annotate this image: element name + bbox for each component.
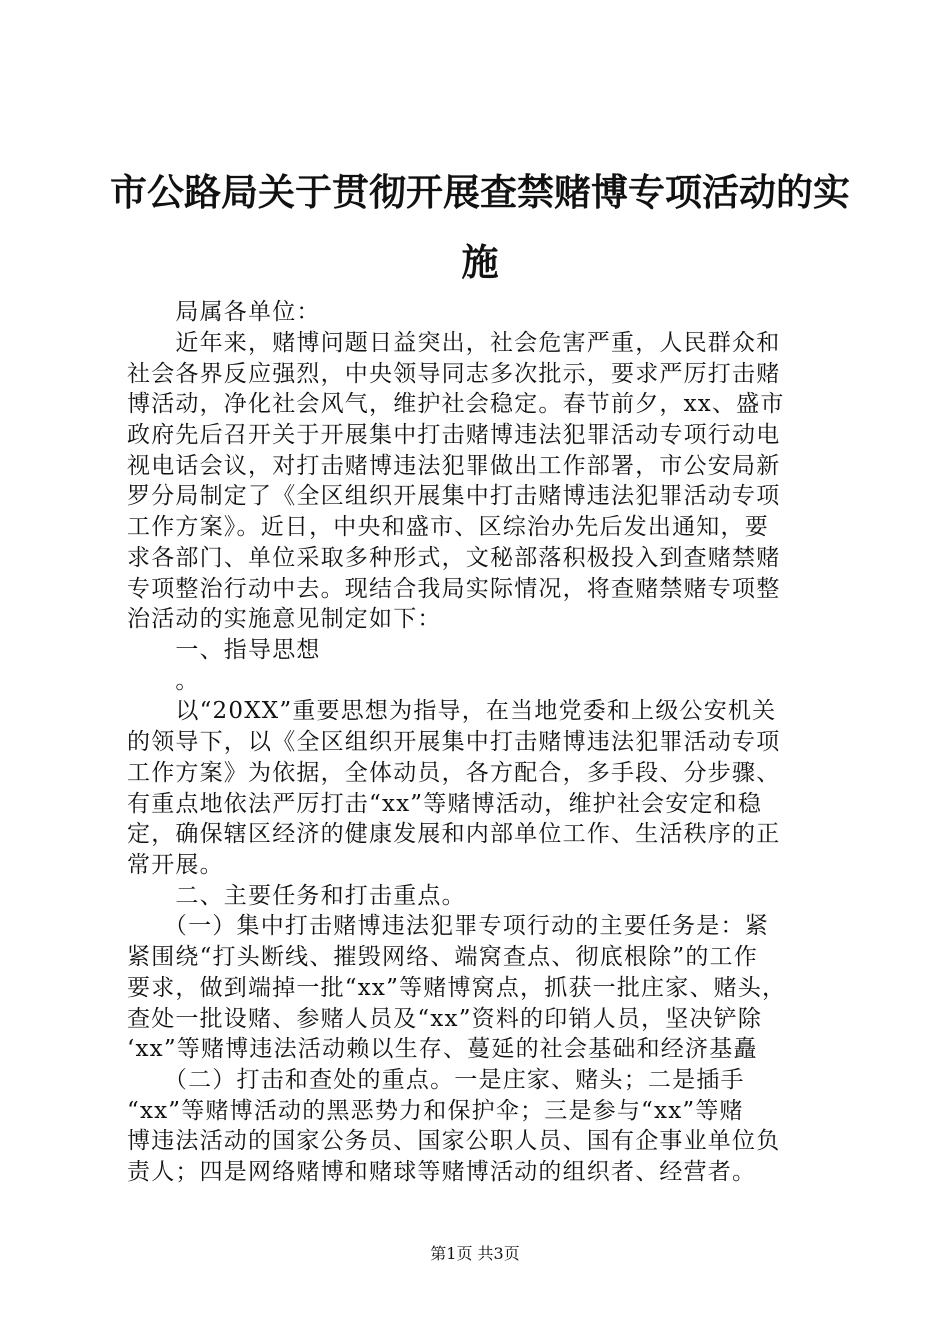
body-line: 治活动的实施意见制定如下： [127, 606, 442, 632]
body-line: ‘xx”等赌博违法活动赖以生存、蔓延的社会基础和经济基矗 [127, 1036, 758, 1062]
body-line: 要求，做到端掉一批“xx”等赌博窝点，抓获一批庄家、赌头， [127, 975, 787, 1001]
body-line: （一）集中打击赌博违法犯罪专项行动的主要任务是：紧 [127, 913, 769, 939]
body-line: （二）打击和查处的重点。一是庄家、赌头；二是插手 [127, 1067, 745, 1093]
page-number-footer: 第1页 共3页 [430, 1244, 520, 1263]
body-line: 专项整治行动中去。现结合我局实际情况，将查赌禁赌专项整 [127, 576, 781, 602]
body-line: 。 [127, 668, 200, 694]
body-line: 工作方案》为依据，全体动员，各方配合，多手段、分步骤、 [127, 760, 781, 786]
body-line: 查处一批设赌、参赌人员及“xx”资料的印销人员，坚决铲除 [127, 1006, 763, 1032]
body-line: 常开展。 [127, 852, 224, 878]
body-line: 有重点地依法严厉打击“xx”等赌博活动，维护社会安定和稳 [127, 791, 763, 817]
body-line: 视电话会议，对打击赌博违法犯罪做出工作部署，市公安局新 [127, 453, 781, 479]
body-line: 博活动，净化社会风气，维护社会稳定。春节前夕，xx、盛市 [127, 391, 785, 417]
section-heading: 一、指导思想 [127, 637, 321, 663]
body-line: 政府先后召开关于开展集中打击赌博违法犯罪活动专项行动电 [127, 422, 781, 448]
body-line: 求各部门、单位采取多种形式，文秘部落积极投入到查赌禁赌 [127, 545, 781, 571]
body-line: 工作方案》。近日，中央和盛市、区综治办先后发出通知，要 [127, 514, 769, 540]
section-heading: 二、主要任务和打击重点。 [127, 883, 466, 909]
body-line: 的领导下，以《全区组织开展集中打击赌博违法犯罪活动专项 [127, 729, 781, 755]
body-line: 近年来，赌博问题日益突出，社会危害严重，人民群众和 [127, 330, 781, 356]
document-title: 市公路局关于贯彻开展查禁赌博专项活动的实施 [110, 171, 850, 284]
body-line: 定，确保辖区经济的健康发展和内部单位工作、生活秩序的正 [127, 821, 781, 847]
body-line: 博违法活动的国家公务员、国家公职人员、国有企事业单位负 [127, 1128, 781, 1154]
body-line: 责人；四是网络赌博和赌球等赌博活动的组织者、经营者。 [127, 1159, 757, 1185]
body-line: 局属各单位： [127, 299, 321, 325]
body-line: 以“20XX”重要思想为指导，在当地党委和上级公安机关 [127, 698, 777, 724]
body-line: 社会各界反应强烈，中央领导同志多次批示，要求严厉打击赌 [127, 361, 781, 387]
body-line: “xx”等赌博活动的黑恶势力和保护伞；三是参与“xx”等赌 [127, 1098, 744, 1124]
body-line: 罗分局制定了《全区组织开展集中打击赌博违法犯罪活动专项 [127, 483, 781, 509]
body-line: 紧围绕“打头断线、摧毁网络、端窝查点、彻底根除”的工作 [127, 944, 758, 970]
